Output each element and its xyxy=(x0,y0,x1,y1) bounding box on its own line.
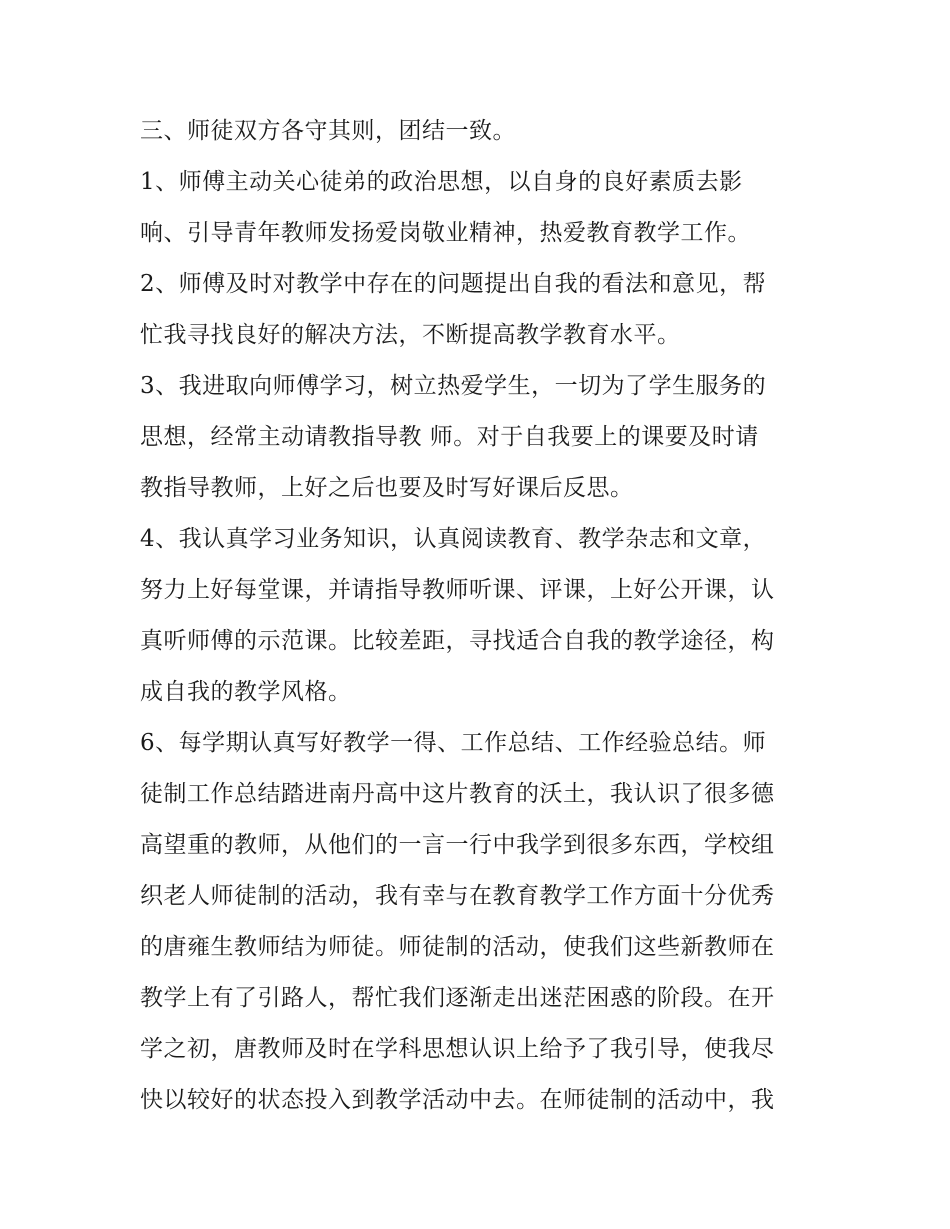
text-line: 教学上有了引路人，帮忙我们逐渐走出迷茫困惑的阶段。在开 xyxy=(140,985,775,1011)
text-line: 2、师傅及时对教学中存在的问题提出自我的看法和意见，帮 xyxy=(140,271,767,297)
text-line: 真听师傅的示范课。比较差距，寻找适合自我的教学途径，构 xyxy=(140,628,775,654)
text-line: 徒制工作总结踏进南丹高中这片教育的沃土，我认识了很多德 xyxy=(140,781,775,807)
section-heading: 三、师徒双方各守其则，团结一致。 xyxy=(140,118,516,144)
text-line: 的唐雍生教师结为师徒。师徒制的活动，使我们这些新教师在 xyxy=(140,934,775,960)
text-line: 6、每学期认真写好教学一得、工作总结、工作经验总结。师 xyxy=(140,730,767,756)
text-line: 高望重的教师，从他们的一言一行中我学到很多东西，学校组 xyxy=(140,832,775,858)
text-line: 忙我寻找良好的解决方法，不断提高教学教育水平。 xyxy=(140,322,681,348)
text-line: 织老人师徒制的活动，我有幸与在教育教学工作方面十分优秀 xyxy=(140,883,775,909)
text-line: 4、我认真学习业务知识，认真阅读教育、教学杂志和文章， xyxy=(140,526,767,552)
document-body xyxy=(140,106,820,1126)
text-line: 思想，经常主动请教指导教 师。对于自我要上的课要及时请 xyxy=(140,424,759,450)
text-line: 快以较好的状态投入到教学活动中去。在师徒制的活动中，我 xyxy=(140,1087,775,1113)
text-line: 1、师傅主动关心徒弟的政治思想，以自身的良好素质去影 xyxy=(140,169,743,195)
text-line: 响、引导青年教师发扬爱岗敬业精神，热爱教育教学工作。 xyxy=(140,220,751,246)
text-line: 教指导教师，上好之后也要及时写好课后反思。 xyxy=(140,475,634,501)
text-line: 成自我的教学风格。 xyxy=(140,679,352,705)
text-line: 3、我进取向师傅学习，树立热爱学生，一切为了学生服务的 xyxy=(140,373,767,399)
text-line: 学之初，唐教师及时在学科思想认识上给予了我引导，使我尽 xyxy=(140,1036,775,1062)
text-line: 努力上好每堂课，并请指导教师听课、评课，上好公开课，认 xyxy=(140,577,775,603)
